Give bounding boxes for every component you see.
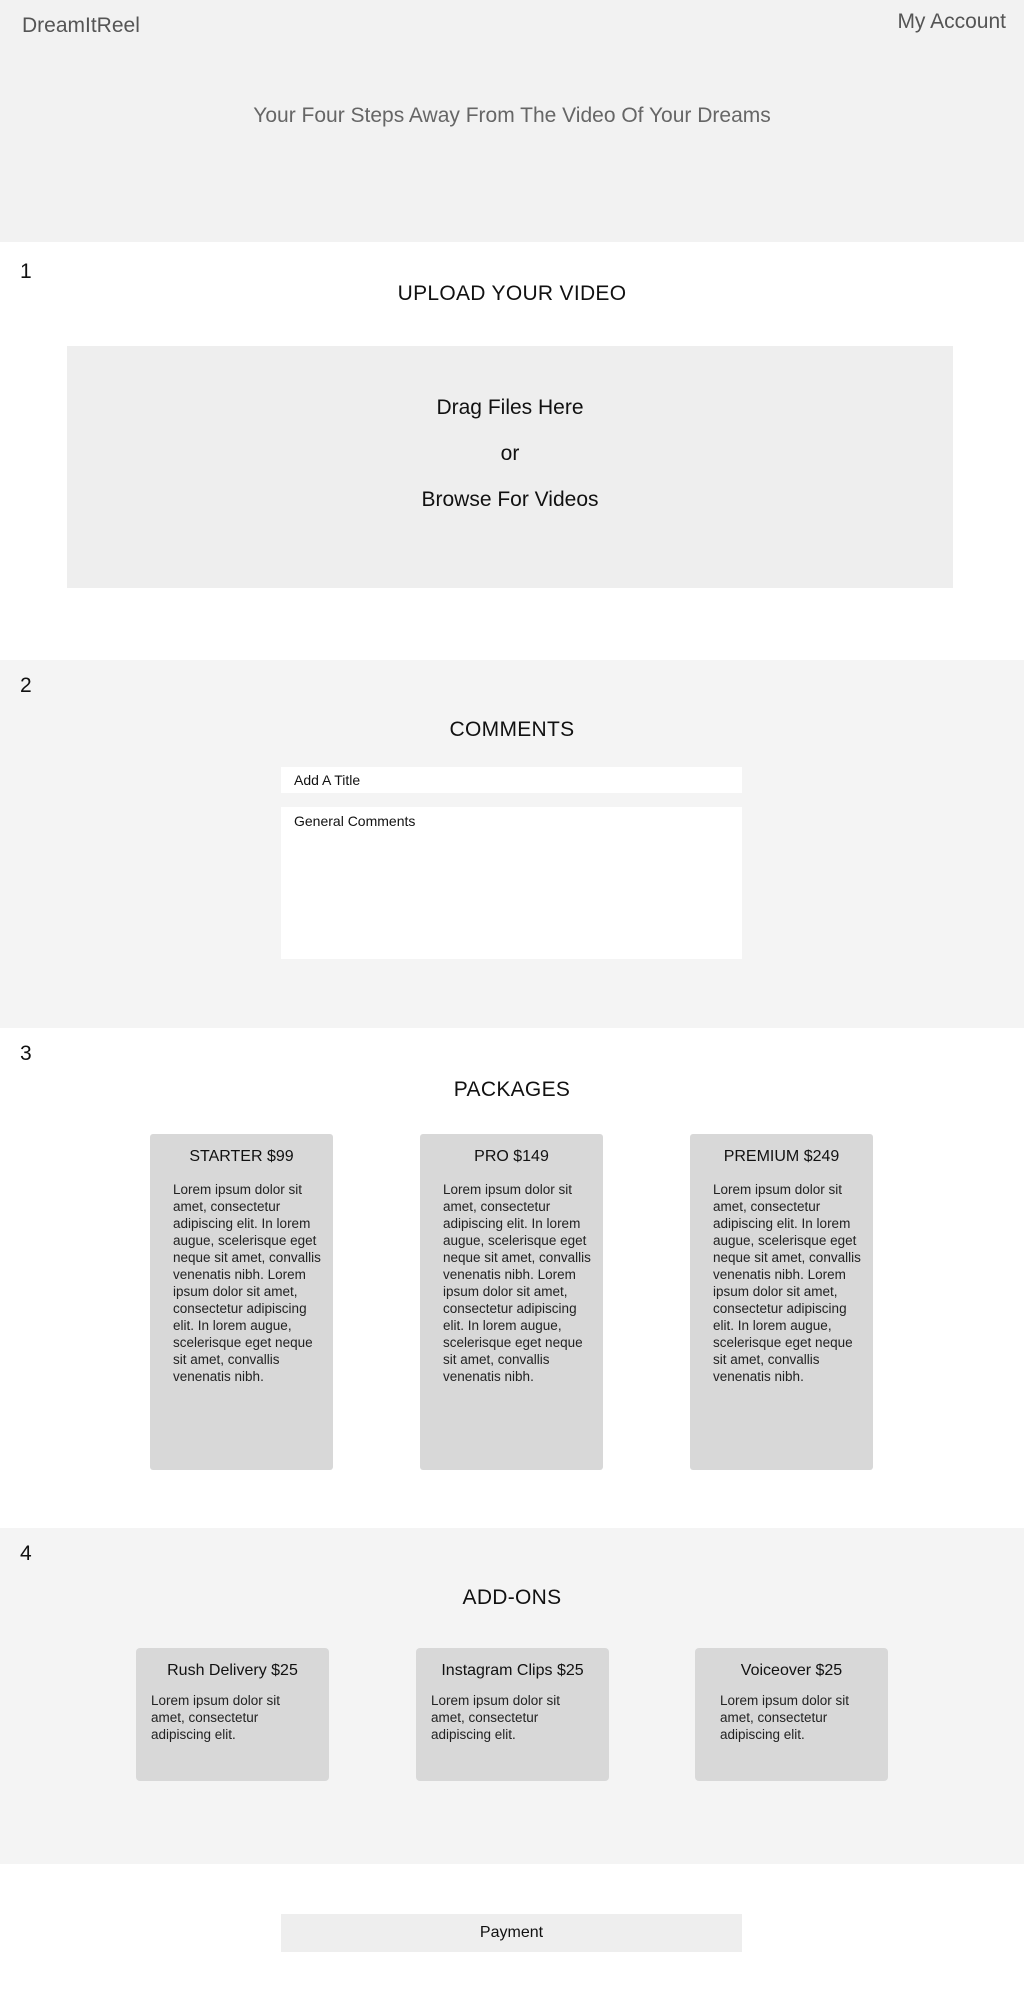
- video-dropzone[interactable]: [67, 346, 953, 588]
- general-comments-textarea[interactable]: [281, 807, 742, 959]
- hero-tagline: Your Four Steps Away From The Video Of Your Dreams: [253, 104, 771, 127]
- package-description: Lorem ipsum dolor sit amet, consectetur adipiscing elit. In lorem augue, scelerisque eget neque sit amet, convallis venenatis nibh. Lorem ipsum dolor sit amet, consectetur adipiscing elit. In lorem augue, scelerisque eget neque sit amet, convallis venenatis nibh.: [713, 1182, 861, 1384]
- addon-description: Lorem ipsum dolor sit amet, consectetur adipiscing elit.: [431, 1693, 561, 1742]
- section-title: COMMENTS: [449, 718, 575, 741]
- browse-videos-link[interactable]: Browse For Videos: [421, 488, 599, 511]
- step-number: 1: [20, 260, 32, 283]
- package-card-premium[interactable]: [690, 1134, 873, 1470]
- addon-description: Lorem ipsum dolor sit amet, consectetur adipiscing elit.: [151, 1693, 281, 1742]
- my-account-link[interactable]: My Account: [897, 10, 1006, 33]
- addon-title: Voiceover $25: [740, 1662, 843, 1679]
- title-input[interactable]: [281, 767, 742, 793]
- step-number: 4: [20, 1542, 32, 1565]
- package-description: Lorem ipsum dolor sit amet, consectetur adipiscing elit. In lorem augue, scelerisque eget neque sit amet, convallis venenatis nibh. Lorem ipsum dolor sit amet, consectetur adipiscing elit. In lorem augue, scelerisque eget neque sit amet, convallis venenatis nibh.: [173, 1182, 321, 1384]
- addon-title: Instagram Clips $25: [441, 1662, 584, 1679]
- step-number: 2: [20, 674, 32, 697]
- comments-section: [0, 660, 1024, 1028]
- step-number: 3: [20, 1042, 32, 1065]
- drag-files-label: Drag Files Here: [436, 396, 584, 419]
- payment-button[interactable]: Payment: [281, 1914, 742, 1952]
- section-title: UPLOAD YOUR VIDEO: [397, 282, 627, 305]
- package-title: PREMIUM $249: [723, 1148, 840, 1165]
- addon-card-instagram-clips[interactable]: [416, 1648, 609, 1781]
- section-title: PACKAGES: [453, 1078, 571, 1101]
- addon-description: Lorem ipsum dolor sit amet, consectetur adipiscing elit.: [720, 1693, 850, 1742]
- addon-title: Rush Delivery $25: [167, 1662, 298, 1679]
- package-card-pro[interactable]: [420, 1134, 603, 1470]
- addons-section: [0, 1528, 1024, 1864]
- brand-logo[interactable]: DreamItReel: [22, 14, 140, 37]
- package-description: Lorem ipsum dolor sit amet, consectetur adipiscing elit. In lorem augue, scelerisque eget neque sit amet, convallis venenatis nibh. Lorem ipsum dolor sit amet, consectetur adipiscing elit. In lorem augue, scelerisque eget neque sit amet, convallis venenatis nibh.: [443, 1182, 591, 1384]
- package-title: STARTER $99: [189, 1148, 294, 1165]
- package-title: PRO $149: [474, 1148, 549, 1165]
- upload-section: [0, 242, 1024, 660]
- package-card-starter[interactable]: [150, 1134, 333, 1470]
- addon-card-rush-delivery[interactable]: [136, 1648, 329, 1781]
- or-label: or: [500, 442, 520, 465]
- section-title: ADD-ONS: [462, 1586, 562, 1609]
- header: [0, 0, 1024, 242]
- addon-card-voiceover[interactable]: [695, 1648, 888, 1781]
- packages-section: [0, 1028, 1024, 1528]
